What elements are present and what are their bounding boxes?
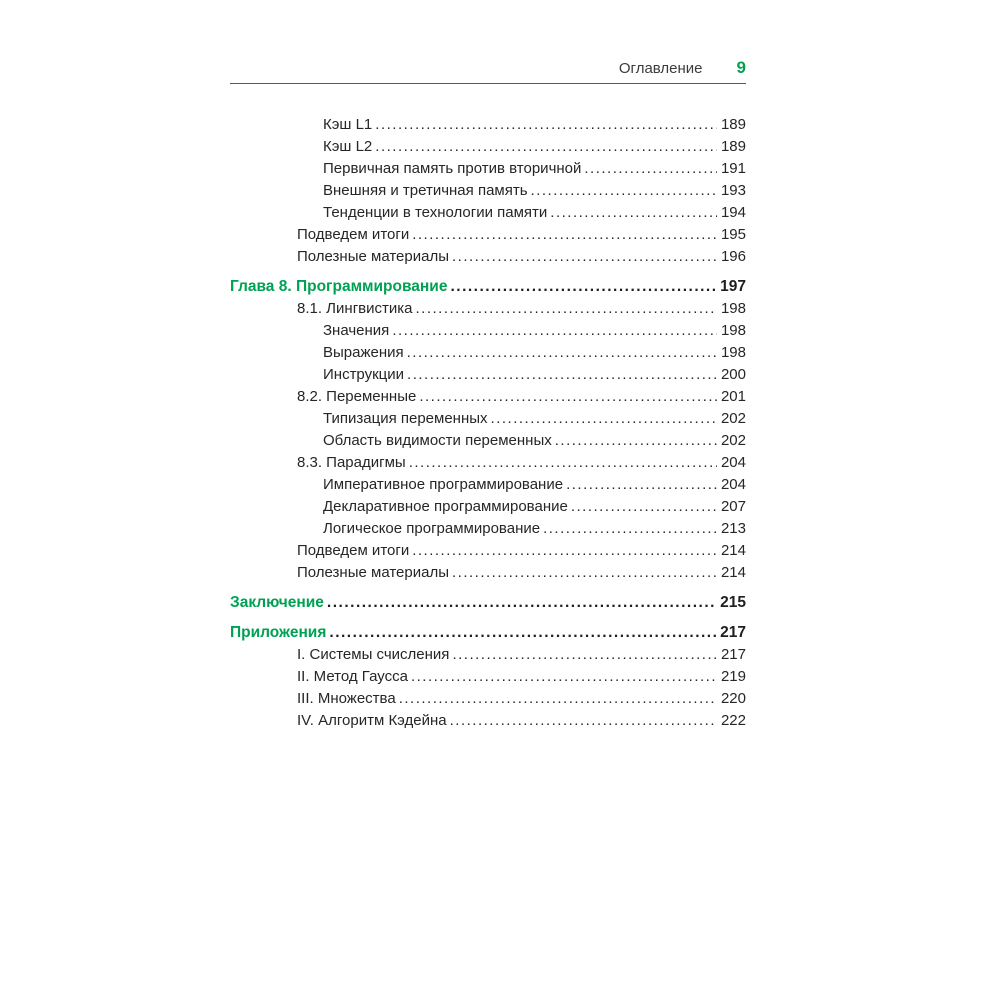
toc-entry-title: III. Множества [297,690,396,707]
toc-entry-page: 201 [720,388,746,405]
toc-entry-title: Глава 8. Программирование [230,278,448,295]
toc-entry-page: 196 [720,248,746,265]
toc-entry-title: I. Системы счисления [297,646,450,663]
toc-entry-title: 8.3. Парадигмы [297,454,406,471]
toc-chapter-entry [230,276,746,298]
toc-entry [230,518,746,540]
toc-entry-title: IV. Алгоритм Кэдейна [297,712,447,729]
toc-entry-page: 217 [720,624,746,641]
toc-entry [230,320,746,342]
toc-entry-title: Значения [323,322,390,339]
toc-entry-page: 191 [720,160,746,177]
toc-entry-page: 193 [720,182,746,199]
toc-entry-page: 202 [720,410,746,427]
dot-leader [452,246,717,268]
toc-entry-page: 207 [720,498,746,515]
toc-entry [230,342,746,364]
dot-leader [416,298,717,320]
dot-leader [584,158,717,180]
dot-leader [491,408,717,430]
page-header [230,58,746,84]
toc-entry-title: Полезные материалы [297,248,449,265]
toc-entry-page: 220 [720,690,746,707]
toc-entry-title: Область видимости переменных [323,432,552,449]
toc-entry-page: 204 [720,454,746,471]
dot-leader [450,276,716,298]
toc-entry-page: 215 [720,594,746,611]
dot-leader [327,592,716,614]
toc-entry-page: 214 [720,542,746,559]
dot-leader [543,518,717,540]
toc-chapter-entry [230,622,746,644]
toc-entry [230,224,746,246]
toc-entry-title: II. Метод Гаусса [297,668,408,685]
toc-entry-title: Тенденции в технологии памяти [323,204,548,221]
toc-entry-title: Логическое программирование [323,520,541,537]
toc-entry-title: Типизация переменных [323,410,488,427]
toc-entry-page: 204 [720,476,746,493]
toc-entry [230,666,746,688]
toc-entry-title: Инструкции [323,366,405,383]
toc-entry [230,136,746,158]
toc-entry-page: 197 [720,278,746,295]
toc-entry [230,180,746,202]
dot-leader [450,710,717,732]
toc-entry-title: Внешняя и третичная память [323,182,528,199]
toc-entry [230,540,746,562]
table-of-contents [230,114,746,732]
toc-entry-page: 200 [720,366,746,383]
toc-entry [230,452,746,474]
toc-entry-page: 189 [720,138,746,155]
toc-entry-page: 198 [720,344,746,361]
toc-entry-page: 194 [720,204,746,221]
dot-leader [411,666,717,688]
dot-leader [452,562,717,584]
toc-entry [230,644,746,666]
toc-entry [230,246,746,268]
toc-entry [230,474,746,496]
toc-entry-title: Подведем итоги [297,226,410,243]
toc-entry-page: 219 [720,668,746,685]
toc-entry-title: Подведем итоги [297,542,410,559]
toc-entry [230,562,746,584]
toc-entry-page: 198 [720,322,746,339]
dot-leader [392,320,717,342]
dot-leader [407,342,717,364]
toc-entry-title: Заключение [230,594,324,611]
toc-chapter-entry [230,592,746,614]
dot-leader [550,202,717,224]
toc-entry [230,386,746,408]
toc-entry-title: 8.2. Переменные [297,388,417,405]
toc-entry-title: Императивное программирование [323,476,564,493]
toc-entry-title: 8.1. Лингвистика [297,300,413,317]
dot-leader [375,136,717,158]
dot-leader [571,496,717,518]
toc-entry-title: Приложения [230,624,327,641]
dot-leader [566,474,717,496]
dot-leader [409,452,717,474]
toc-entry [230,298,746,320]
dot-leader [399,688,717,710]
toc-entry [230,114,746,136]
dot-leader [375,114,717,136]
toc-entry-title: Кэш L1 [323,116,373,133]
dot-leader [419,386,717,408]
dot-leader [329,622,716,644]
dot-leader [412,540,717,562]
toc-entry-title: Выражения [323,344,404,361]
toc-entry-page: 189 [720,116,746,133]
toc-entry-title: Декларативное программирование [323,498,568,515]
toc-entry-page: 217 [720,646,746,663]
dot-leader [407,364,717,386]
running-title: Оглавление [618,60,703,77]
toc-entry-title: Первичная память против вторичной [323,160,582,177]
header-page-number: 9 [736,58,746,77]
toc-entry [230,710,746,732]
toc-entry-page: 213 [720,520,746,537]
toc-entry [230,202,746,224]
toc-entry [230,688,746,710]
toc-entry [230,496,746,518]
toc-entry [230,364,746,386]
toc-entry-title: Полезные материалы [297,564,449,581]
toc-entry-page: 195 [720,226,746,243]
toc-entry-page: 198 [720,300,746,317]
dot-leader [452,644,717,666]
toc-entry-page: 214 [720,564,746,581]
dot-leader [412,224,717,246]
toc-entry [230,430,746,452]
dot-leader [555,430,717,452]
toc-entry [230,158,746,180]
dot-leader [531,180,717,202]
toc-entry-page: 222 [720,712,746,729]
toc-entry [230,408,746,430]
toc-entry-page: 202 [720,432,746,449]
toc-entry-title: Кэш L2 [323,138,373,155]
